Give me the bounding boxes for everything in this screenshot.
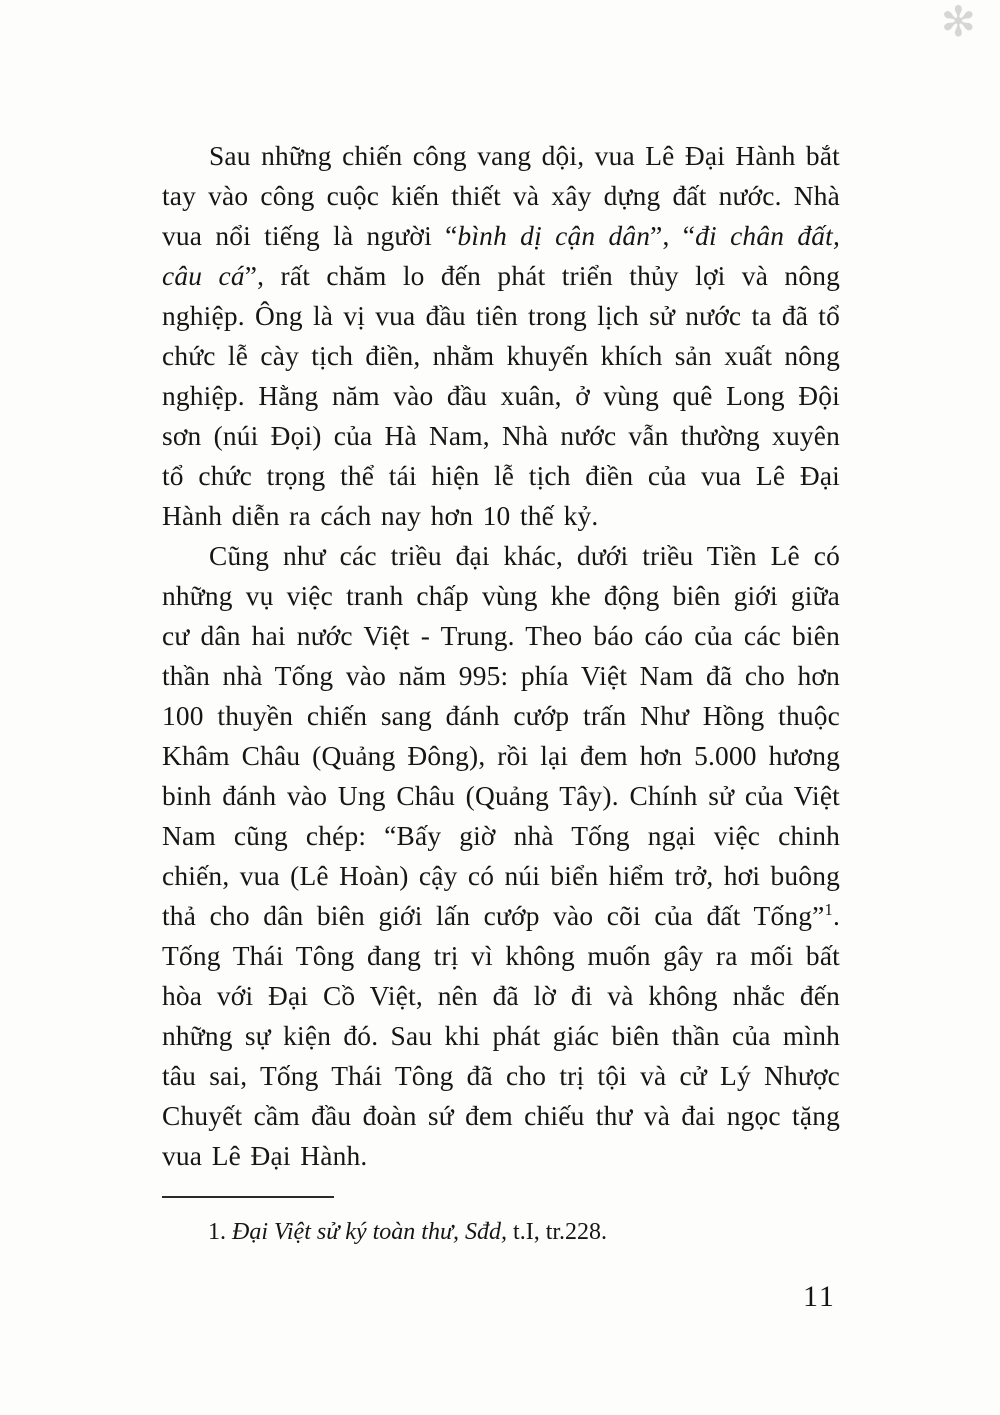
page-body (162, 136, 840, 1176)
footnote: 1. Đại Việt sử ký toàn thư, Sđd, t.I, tr.228. (208, 1219, 608, 1245)
page-number: 11 (803, 1280, 836, 1313)
footnote-separator (162, 1196, 334, 1198)
corner-flower-ornament-icon: ✻ (940, 0, 976, 46)
paragraph-1: Sau những chiến công vang dội, vua Lê Đại Hành bắt tay vào công cuộc kiến thiết và xây dựng đất nước. Nhà vua nổi tiếng là người “bình dị cận dân”, “đi chân đất, câu cá”, rất chăm lo đến phát triển thủy lợi và nông nghiệp. Ông là vị vua đầu tiên trong lịch sử nước ta đã tổ chức lễ cày tịch điền, nhằm khuyến khích sản xuất nông nghiệp. Hằng năm vào đầu xuân, ở vùng quê Long Đội sơn (núi Đọi) của Hà Nam, Nhà nước vẫn thường xuyên tổ chức trọng thể tái hiện lễ tịch điền của vua Lê Đại Hành diễn ra cách nay hơn 10 thế kỷ. (162, 141, 841, 531)
paragraph-2: Cũng như các triều đại khác, dưới triều Tiền Lê có những vụ việc tranh chấp vùng khe động biên giới giữa cư dân hai nước Việt - Trung. Theo báo cáo của các biên thần nhà Tống vào năm 995: phía Việt Nam đã cho hơn 100 thuyền chiến sang đánh cướp trấn Như Hồng thuộc Khâm Châu (Quảng Đông), rồi lại đem hơn 5.000 hương binh đánh vào Ung Châu (Quảng Tây). Chính sử của Việt Nam cũng chép: “Bấy giờ nhà Tống ngại việc chinh chiến, vua (Lê Hoàn) cậy có núi biển hiểm trở, hơi buông thả cho dân biên giới lấn cướp vào cõi của đất Tống”$^1$. Tống Thái Tông đang trị vì không muốn gây ra mối bất hòa với Đại Cồ Việt, nên đã lờ đi và không nhắc đến những sự kiện đó. Sau khi phát giác biên thần của mình tâu sai, Tống Thái Tông đã cho trị tội và cử Lý Nhược Chuyết cầm đầu đoàn sứ đem chiếu thư và đai ngọc tặng vua Lê Đại Hành. (162, 541, 840, 1171)
